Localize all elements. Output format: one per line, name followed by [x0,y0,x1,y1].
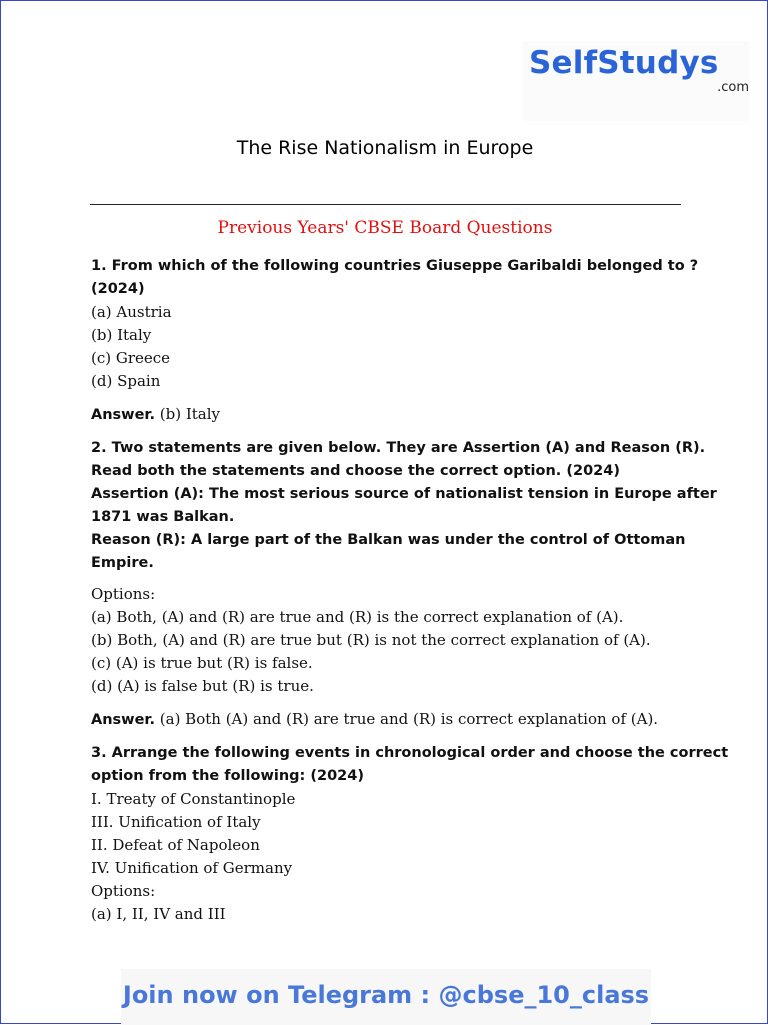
option-item: (c) (A) is true but (R) is false. [91,654,313,672]
question-text: 1. From which of the following countries Giuseppe Garibaldi belonged to ? [91,258,699,274]
question-text: 1871 was Balkan. [91,509,235,525]
option-item: (a) I, II, IV and III [91,905,226,923]
option-item: (d) Spain [91,372,161,390]
question-text: 2. Two statements are given below. They are Assertion (A) and Reason (R). [91,440,706,456]
event-item: II. Defeat of Napoleon [91,836,260,854]
logo-domain: .com [717,80,749,95]
event-item: IV. Unification of Germany [91,859,293,877]
question-text: (2024) [91,281,145,297]
questions-content [91,255,729,926]
answer-text: (b) Italy [155,405,221,423]
answer [91,708,691,732]
option-item: (b) Italy [91,326,152,344]
question-text: Reason (R): A large part of the Balkan was under the control of Ottoman [91,532,686,548]
logo-name: SelfStudys [529,45,719,81]
question-text: Read both the statements and choose the correct option. (2024) [91,463,620,479]
title-divider [90,204,681,205]
option-item: (d) (A) is false but (R) is true. [91,677,314,695]
question-3 [91,742,729,926]
options-heading: Options: [91,585,156,603]
option-item: (a) Both, (A) and (R) are true and (R) is the correct explanation of (A). [91,608,624,626]
question-text: 3. Arrange the following events in chronological order and choose the correct [91,745,729,761]
section-subtitle: Previous Years' CBSE Board Questions [217,218,553,238]
option-item: (c) Greece [91,349,171,367]
answer [91,403,691,427]
telegram-banner[interactable] [121,969,651,1025]
question-text: option from the following: (2024) [91,768,364,784]
option-item: (b) Both, (A) and (R) are true but (R) is not the correct explanation of (A). [91,631,651,649]
question-2 [91,437,717,732]
option-item: (a) Austria [91,303,172,321]
options-heading: Options: [91,882,156,900]
telegram-link[interactable]: Join now on Telegram : @cbse_10_class [122,981,650,1009]
answer-label: Answer. [91,712,155,728]
answer-label: Answer. [91,407,155,423]
page-title: The Rise Nationalism in Europe [236,137,534,159]
answer-text: (a) Both (A) and (R) are true and (R) is correct explanation of (A). [155,710,659,728]
event-item: III. Unification of Italy [91,813,261,831]
question-text: Empire. [91,555,154,571]
event-item: I. Treaty of Constantinople [91,790,296,808]
question-1 [91,255,699,427]
question-text: Assertion (A): The most serious source of nationalist tension in Europe after [91,486,717,502]
selfstudys-logo[interactable] [523,41,749,121]
